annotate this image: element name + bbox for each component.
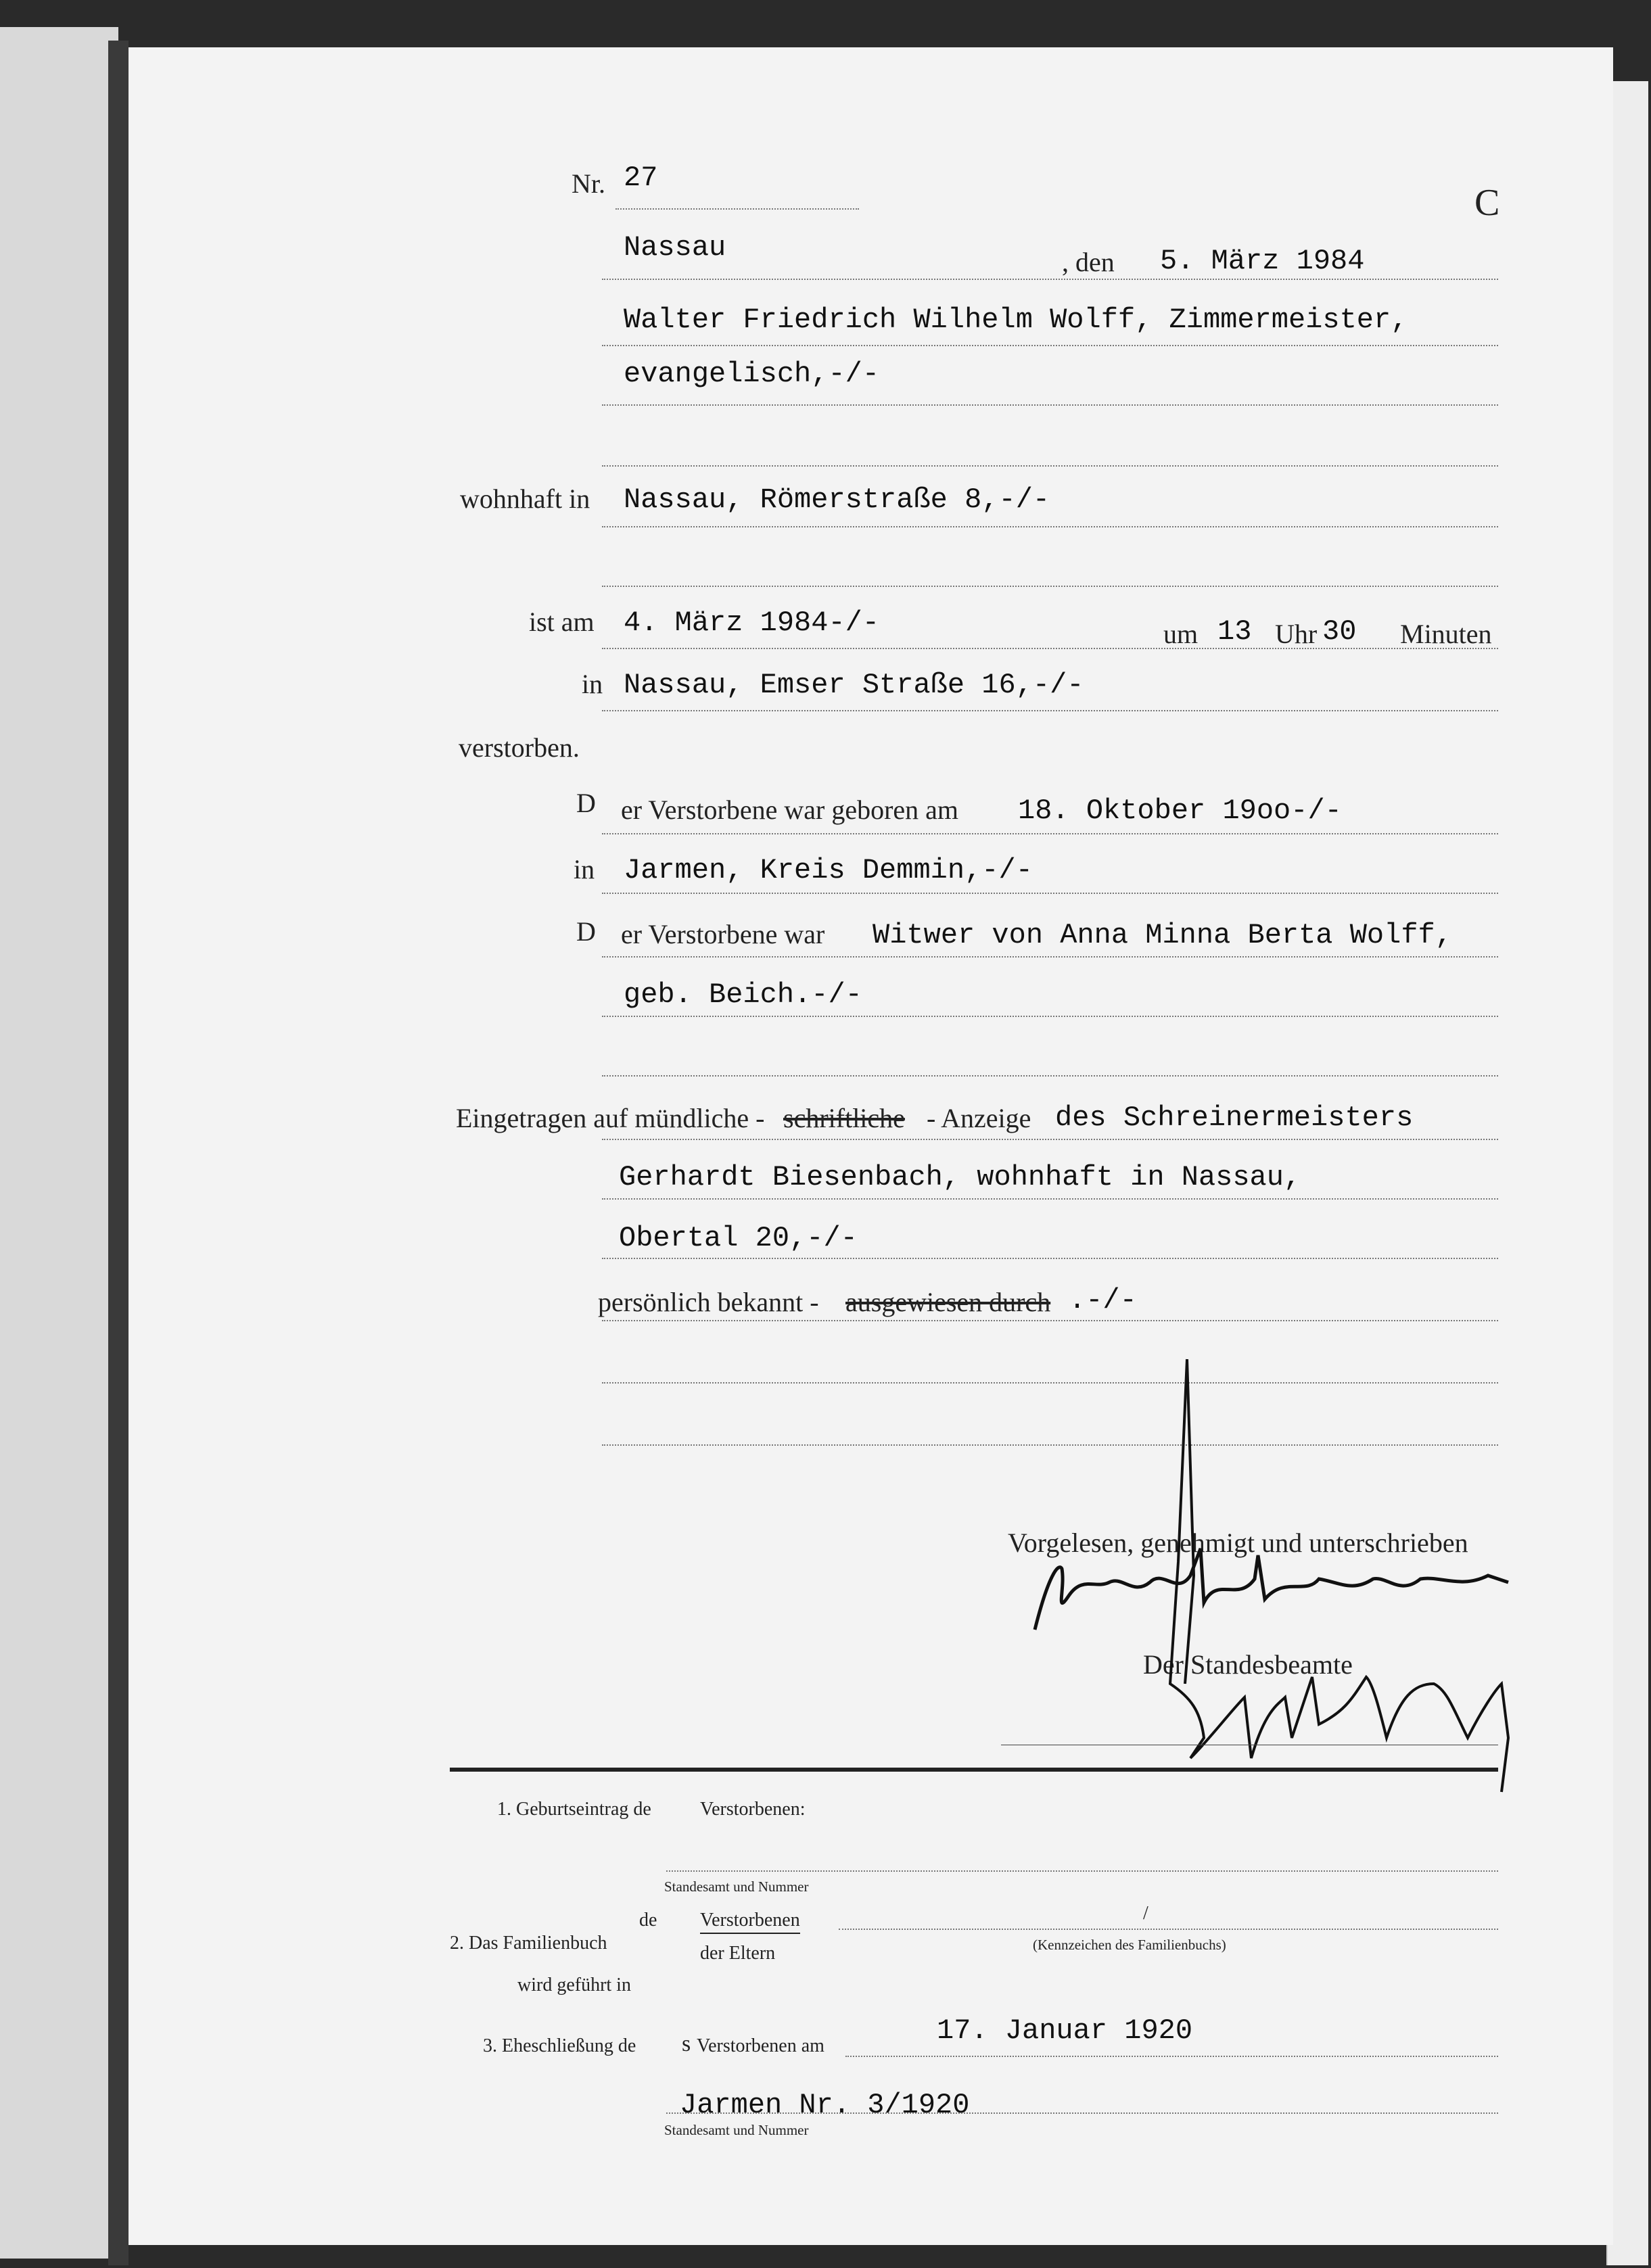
birth-date-line <box>602 833 1498 834</box>
register-letter: C <box>1474 182 1500 224</box>
note2-line <box>839 1929 1498 1930</box>
registrar-label: Der Standesbeamte <box>1143 1649 1353 1680</box>
birth-place-line <box>602 893 1498 894</box>
note2-slash: / <box>1143 1903 1148 1924</box>
death-date-label: ist am <box>529 607 595 637</box>
note2-de: de <box>639 1910 657 1931</box>
nr-line <box>615 208 859 210</box>
known-struck-option: ausgewiesen durch <box>845 1287 1051 1317</box>
nr-value: 27 <box>624 162 658 194</box>
note2-option1: Verstorbenen <box>700 1911 800 1934</box>
note1-line <box>666 1870 1498 1872</box>
book-gutter <box>108 41 129 2265</box>
marital-prefix: er Verstorbene war <box>621 919 825 949</box>
verstorben-label: verstorben. <box>459 732 580 763</box>
name-line3 <box>602 465 1498 467</box>
birth-date: 18. Oktober 19oo-/- <box>1018 795 1342 827</box>
death-date-line <box>602 648 1498 649</box>
note2-caption: (Kennzeichen des Familienbuchs) <box>1033 1937 1226 1953</box>
note1-suffix: Verstorbenen: <box>700 1799 806 1820</box>
report-prefix: Eingetragen auf mündliche - <box>456 1103 765 1133</box>
note2-label: 2. Das Familienbuch <box>450 1933 607 1954</box>
marital-value-line1: Witwer von Anna Minna Berta Wolff, <box>873 919 1452 951</box>
known-line <box>602 1320 1498 1321</box>
death-place-line <box>602 710 1498 711</box>
report-value: des Schreinermeisters <box>1055 1102 1414 1134</box>
marital-value-line2: geb. Beich.-/- <box>624 978 862 1011</box>
residence-label: wohnhaft in <box>460 483 590 514</box>
note1-label: 1. Geburtseintrag de <box>497 1799 651 1820</box>
death-date: 4. März 1984-/- <box>624 607 880 639</box>
note3-mid: Verstorbenen am <box>697 2035 824 2056</box>
minuten-label: Minuten <box>1400 619 1492 649</box>
death-hour: 13 <box>1217 615 1252 648</box>
death-place: Nassau, Emser Straße 16,-/- <box>624 669 1084 701</box>
note2-option2: der Eltern <box>700 1943 776 1964</box>
marriage-date: 17. Januar 1920 <box>937 2014 1193 2047</box>
place-value: Nassau <box>624 231 726 264</box>
report-line1 <box>602 1139 1498 1140</box>
marriage-place: Jarmen Nr. 3/1920 <box>680 2089 970 2121</box>
birth-d-letter: D <box>576 788 596 818</box>
report-line3-rule <box>602 1258 1498 1259</box>
registrar-signature <box>1150 1359 1529 1792</box>
known-value: .-/- <box>1069 1284 1137 1317</box>
residence-line2 <box>602 586 1498 587</box>
birth-place: Jarmen, Kreis Demmin,-/- <box>624 854 1033 887</box>
birth-place-label: in <box>574 854 595 884</box>
report-line2-rule <box>602 1198 1498 1200</box>
note3-caption: Standesamt und Nummer <box>664 2122 809 2138</box>
note3-line <box>845 2056 1498 2057</box>
marital-line2 <box>602 1016 1498 1017</box>
known-label: persönlich bekannt - <box>598 1287 819 1317</box>
left-page-edge <box>0 27 118 2259</box>
note3-label: 3. Eheschließung de <box>483 2035 636 2056</box>
deceased-name-line2: evangelisch,-/- <box>624 358 880 390</box>
nr-label: Nr. <box>572 168 605 199</box>
marital-d-letter: D <box>576 916 596 947</box>
note2-label2: wird geführt in <box>517 1975 631 1995</box>
death-minute: 30 <box>1322 615 1357 648</box>
death-place-label: in <box>582 669 603 699</box>
note3-s: s <box>682 2031 691 2056</box>
approval-text: Vorgelesen, genehmigt und unterschrieben <box>1008 1528 1468 1558</box>
birth-prefix: er Verstorbene war geboren am <box>621 795 959 825</box>
note3-place-line <box>666 2112 1498 2114</box>
bleed-through <box>1197 186 1204 218</box>
report-line3: Obertal 20,-/- <box>619 1222 858 1254</box>
uhr-label: Uhr <box>1275 619 1318 649</box>
residence-line <box>602 526 1498 527</box>
registration-date: 5. März 1984 <box>1160 245 1365 277</box>
name-line1 <box>602 345 1498 346</box>
report-mid: - Anzeige <box>927 1103 1031 1133</box>
residence-value: Nassau, Römerstraße 8,-/- <box>624 483 1050 516</box>
deceased-name-line1: Walter Friedrich Wilhelm Wolff, Zimmermeister, <box>624 304 1408 336</box>
note1-caption: Standesamt und Nummer <box>664 1879 809 1895</box>
report-line2: Gerhardt Biesenbach, wohnhaft in Nassau, <box>619 1161 1301 1194</box>
den-label: , den <box>1062 247 1115 277</box>
um-label: um <box>1163 619 1199 649</box>
report-struck-option: schriftliche <box>783 1103 905 1133</box>
marital-line1 <box>602 956 1498 958</box>
section-rule <box>450 1768 1498 1772</box>
marital-line3 <box>602 1075 1498 1077</box>
place-line <box>602 279 1498 280</box>
name-line2 <box>602 404 1498 406</box>
